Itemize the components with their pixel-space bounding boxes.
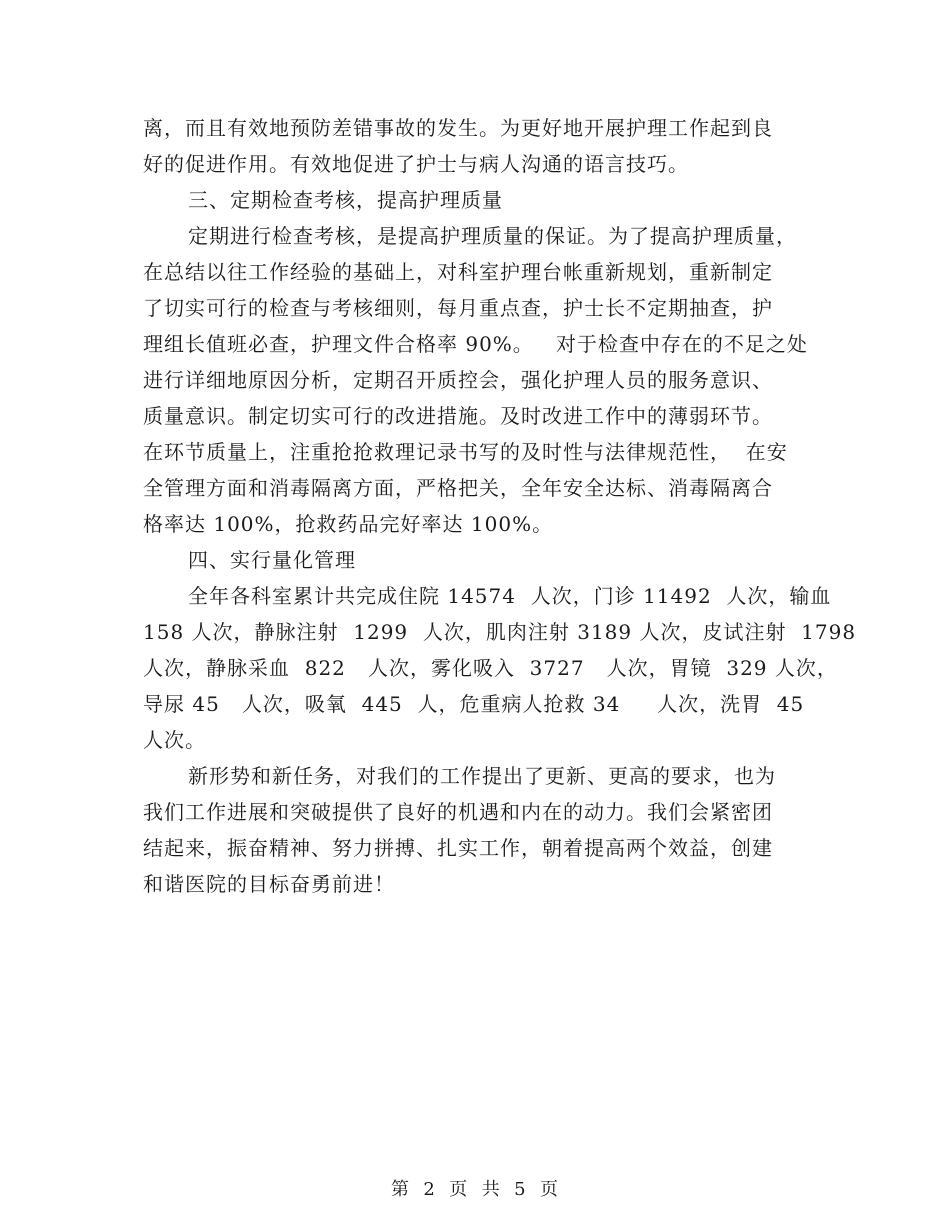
section-heading: 三、定期检查考核，提高护理质量 xyxy=(188,188,503,212)
paragraph-line: 全年各科室累计共完成住院 14574 人次，门诊 11492 人次，输血 xyxy=(188,584,832,608)
paragraph-line: 格率达 100%，抢救药品完好率达 100%。 xyxy=(143,512,554,536)
paragraph-line: 158 人次，静脉注射 1299 人次，肌肉注射 3189 人次，皮试注射 1798 xyxy=(143,620,857,644)
section-heading: 四、实行量化管理 xyxy=(188,548,356,572)
paragraph-line: 导尿 45 人次，吸氧 445 人，危重病人抢救 34 人次，洗胃 45 xyxy=(143,692,805,716)
paragraph-line: 和谐医院的目标奋勇前进！ xyxy=(143,872,395,896)
paragraph-line: 新形势和新任务，对我们的工作提出了更新、更高的要求，也为 xyxy=(188,764,776,788)
page-number-footer: 第 2 页 共 5 页 xyxy=(390,1179,560,1200)
paragraph-line: 结起来，振奋精神、努力拼搏、扎实工作，朝着提高两个效益，创建 xyxy=(143,836,773,860)
paragraph-line: 好的促进作用。有效地促进了护士与病人沟通的语言技巧。 xyxy=(143,152,689,176)
paragraph-line: 在环节质量上，注重抢抢救理记录书写的及时性与法律规范性， 在安 xyxy=(143,440,788,464)
paragraph-line: 理组长值班必查，护理文件合格率 90%。 对于检查中存在的不足之处 xyxy=(143,332,808,356)
paragraph-line: 在总结以往工作经验的基础上，对科室护理台帐重新规划，重新制定 xyxy=(143,260,773,284)
paragraph-line: 了切实可行的检查与考核细则，每月重点查，护士长不定期抽查，护 xyxy=(143,296,773,320)
paragraph-line: 离，而且有效地预防差错事故的发生。为更好地开展护理工作起到良 xyxy=(143,116,773,140)
paragraph-line: 全管理方面和消毒隔离方面，严格把关，全年安全达标、消毒隔离合 xyxy=(143,476,773,500)
paragraph-line: 人次，静脉采血 822 人次，雾化吸入 3727 人次，胃镜 329 人次， xyxy=(143,656,838,680)
paragraph-line: 我们工作进展和突破提供了良好的机遇和内在的动力。我们会紧密团 xyxy=(143,800,773,824)
paragraph-line: 定期进行检查考核，是提高护理质量的保证。为了提高护理质量， xyxy=(188,224,797,248)
paragraph-line: 人次。 xyxy=(143,728,206,752)
paragraph-line: 质量意识。制定切实可行的改进措施。及时改进工作中的薄弱环节。 xyxy=(143,404,773,428)
paragraph-line: 进行详细地原因分析，定期召开质控会，强化护理人员的服务意识、 xyxy=(143,368,773,392)
